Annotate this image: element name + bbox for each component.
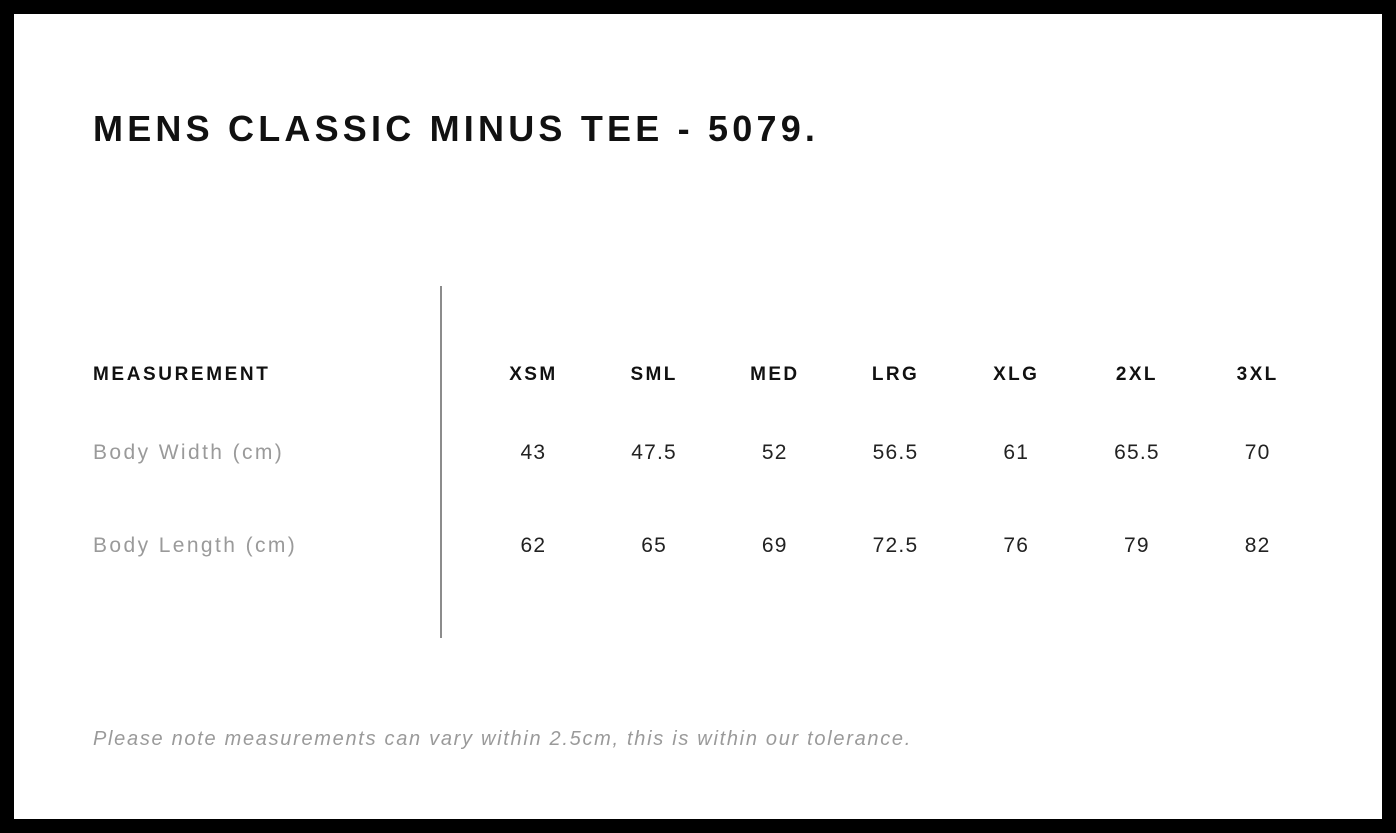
size-chart-page xyxy=(14,14,1382,819)
column-header-med: MED xyxy=(750,364,800,385)
table-row xyxy=(93,406,1318,499)
cell-body-width-xsm: 43 xyxy=(520,440,547,464)
row-label-body-width: Body Width (cm) xyxy=(93,440,285,464)
cell-body-width-xlg: 61 xyxy=(1003,440,1030,464)
cell-body-width-med: 52 xyxy=(761,440,788,464)
column-header-2xl: 2XL xyxy=(1115,364,1158,385)
cell-body-length-med: 69 xyxy=(761,533,788,557)
column-header-lrg: LRG xyxy=(871,364,920,385)
column-header-3xl: 3XL xyxy=(1236,364,1279,385)
cell-body-width-sml: 47.5 xyxy=(631,440,677,464)
cell-body-width-2xl: 65.5 xyxy=(1114,440,1160,464)
column-header-sml: SML xyxy=(630,364,678,385)
table-body xyxy=(93,406,1318,592)
cell-body-length-xsm: 62 xyxy=(520,533,547,557)
page-title: MENS CLASSIC MINUS TEE - 5079. xyxy=(93,108,820,149)
cell-body-width-lrg: 56.5 xyxy=(872,440,919,464)
column-header-measurement: MEASUREMENT xyxy=(93,364,271,385)
header-row xyxy=(93,344,1318,406)
table-header xyxy=(93,344,1318,406)
row-label-body-length: Body Length (cm) xyxy=(93,533,298,557)
size-chart-table xyxy=(93,344,1318,592)
cell-body-width-3xl: 70 xyxy=(1244,440,1271,464)
column-header-xlg: XLG xyxy=(993,364,1040,385)
cell-body-length-3xl: 82 xyxy=(1244,533,1271,557)
table-row xyxy=(93,499,1318,592)
cell-body-length-2xl: 79 xyxy=(1124,533,1150,557)
cell-body-length-sml: 65 xyxy=(641,533,667,557)
tolerance-note: Please note measurements can vary within 2.5cm, this is within our tolerance. xyxy=(93,728,912,750)
cell-body-length-lrg: 72.5 xyxy=(872,533,919,557)
cell-body-length-xlg: 76 xyxy=(1003,533,1030,557)
column-header-xsm: XSM xyxy=(509,364,558,385)
